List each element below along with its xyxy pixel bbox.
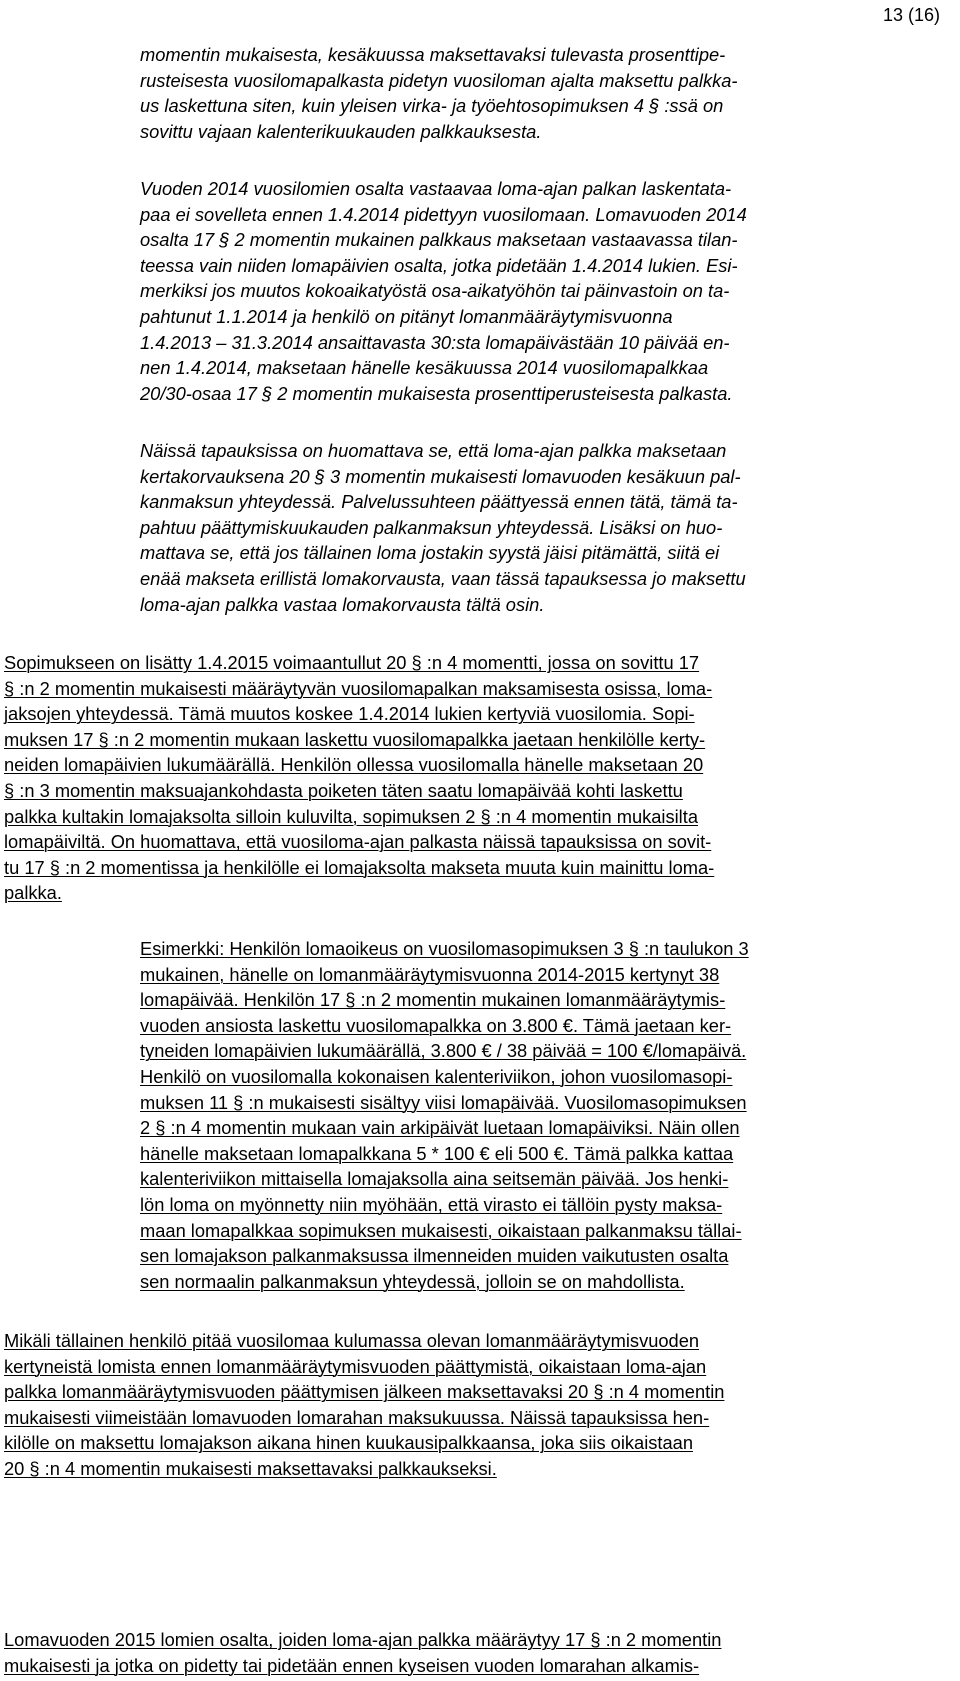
text-line: vuoden ansiosta laskettu vuosilomapalkka on 3.800 €. Tämä jaetaan ker- <box>140 1014 732 1036</box>
text-line: sen normaalin palkanmaksun yhteydessä, jolloin se on mahdollista. <box>140 1270 685 1292</box>
text-line: Esimerkki: Henkilön lomaoikeus on vuosilomasopimuksen 3 § :n taulukon 3 <box>140 938 749 959</box>
text-line: mattava se, että jos tällainen loma jostakin syystä jäisi pitämättä, siitä ei <box>140 542 720 564</box>
text-line: sovittu vajaan kalenterikuukauden palkkauksesta. <box>140 120 542 142</box>
adjustment-paragraph <box>4 1328 934 1482</box>
text-line: rusteisesta vuosilomapalkasta pidetyn vuosiloman ajalta maksettu palkka- <box>140 69 738 91</box>
text-line: kertakorvauksena 20 § 3 momentin mukaisesti lomavuoden kesäkuun pal- <box>140 465 741 487</box>
text-line: loma-ajan palkka vastaa lomakorvausta tältä osin. <box>140 593 545 615</box>
text-line: Sopimukseen on lisätty 1.4.2015 voimaantullut 20 § :n 4 momentti, jossa on sovittu 17 <box>4 652 700 673</box>
text-line: palkka lomanmääräytymisvuoden päättymisen jälkeen maksettavaksi 20 § :n 4 momentin <box>4 1381 725 1403</box>
amendment-paragraph <box>4 650 934 906</box>
example-paragraph <box>140 936 930 1294</box>
text-line: maan lomapalkkaa sopimuksen mukaisesti, oikaistaan palkanmaksu tällai- <box>140 1219 742 1241</box>
text-line: lön loma on myönnetty niin myöhään, että virasto ei tällöin pysty maksa- <box>140 1193 723 1215</box>
text-line: pahtuu päättymiskuukauden palkanmaksun yhteydessä. Lisäksi on huo- <box>140 516 723 538</box>
text-line: mukainen, hänelle on lomanmääräytymisvuonna 2014-2015 kertynyt 38 <box>140 963 720 985</box>
final-paragraph <box>4 1627 934 1678</box>
text-line: kalenteriviikon mittaisella lomajaksolla aina seitsemän päivää. Jos henki- <box>140 1168 729 1190</box>
text-line: 20 § :n 4 momentin mukaisesti maksettavaksi palkkaukseksi. <box>4 1457 497 1479</box>
text-line: lomapäiviltä. On huomattava, että vuosiloma-ajan palkasta näissä tapauksissa on sovit- <box>4 831 712 853</box>
text-line: muksen 11 § :n mukaisesti sisältyy viisi lomapäivää. Vuosilomasopimuksen <box>140 1091 747 1113</box>
text-line: kanmaksun yhteydessä. Palvelussuhteen päättyessä ennen tätä, tämä ta- <box>140 491 738 513</box>
text-line: Vuoden 2014 vuosilomien osalta vastaavaa loma-ajan palkan laskentata- <box>140 178 732 199</box>
text-line: palkka. <box>4 882 62 904</box>
text-line: 20/30-osaa 17 § 2 momentin mukaisesta prosenttiperusteisesta palkasta. <box>140 382 733 404</box>
text-line: us laskettuna siten, kuin yleisen virka- ja työehtosopimuksen 4 § :ssä on <box>140 95 724 117</box>
italic-paragraph-1 <box>140 42 900 144</box>
page-number: 13 (16) <box>882 5 940 25</box>
text-line: mukaisesti ja jotka on pidetty tai pidetään ennen kyseisen vuoden lomarahan alkamis- <box>4 1654 700 1676</box>
text-line: Näissä tapauksissa on huomattava se, että loma-ajan palkka maksetaan <box>140 440 727 461</box>
text-line: jaksojen yhteydessä. Tämä muutos koskee 1.4.2014 lukien kertyviä vuosilomia. Sopi- <box>4 703 695 725</box>
text-line: 1.4.2013 – 31.3.2014 ansaittavasta 30:sta lomapäivästään 10 päivää en- <box>140 331 730 353</box>
italic-paragraph-2 <box>140 176 900 406</box>
text-line: Lomavuoden 2015 lomien osalta, joiden loma-ajan palkka määräytyy 17 § :n 2 momentin <box>4 1629 722 1650</box>
text-line: mukaisesti viimeistään lomavuoden lomarahan maksukuussa. Näissä tapauksissa hen- <box>4 1406 710 1428</box>
text-line: lomapäivää. Henkilön 17 § :n 2 momentin mukainen lomanmääräytymis- <box>140 989 726 1011</box>
text-line: Mikäli tällainen henkilö pitää vuosilomaa kulumassa olevan lomanmääräytymisvuoden <box>4 1330 700 1351</box>
text-line: tu 17 § :n 2 momentissa ja henkilölle ei lomajaksolta makseta muuta kuin mainittu loma- <box>4 856 715 878</box>
text-line: § :n 2 momentin mukaisesti määräytyvän vuosilomapalkan maksamisesta osissa, loma- <box>4 677 713 699</box>
text-line: enää makseta erillistä lomakorvausta, vaan tässä tapauksessa jo maksettu <box>140 567 746 589</box>
text-line: neiden lomapäivien lukumäärällä. Henkilön ollessa vuosilomalla hänelle maksetaan 20 <box>4 754 704 776</box>
text-line: hänelle maksetaan lomapalkkana 5 * 100 € eli 500 €. Tämä palkka kattaa <box>140 1142 734 1164</box>
text-line: teessa vain niiden lomapäivien osalta, jotka pidetään 1.4.2014 lukien. Esi- <box>140 254 738 276</box>
text-line: pahtunut 1.1.2014 ja henkilö on pitänyt lomanmääräytymisvuonna <box>140 305 673 327</box>
text-line: sen lomajakson palkanmaksussa ilmenneiden muiden vaikutusten osalta <box>140 1245 729 1267</box>
text-line: tyneiden lomapäivien lukumäärällä, 3.800 € / 38 päivää = 100 €/lomapäivä. <box>140 1040 747 1062</box>
text-line: nen 1.4.2014, maksetaan hänelle kesäkuussa 2014 vuosilomapalkkaa <box>140 357 709 379</box>
text-line: § :n 3 momentin maksuajankohdasta poiketen täten saatu lomapäivää kohti laskettu <box>4 779 683 801</box>
text-line: 2 § :n 4 momentin mukaan vain arkipäivät luetaan lomapäiviksi. Näin ollen <box>140 1117 740 1139</box>
text-line: muksen 17 § :n 2 momentin mukaan laskettu vuosilomapalkka jaetaan henkilölle kerty- <box>4 728 706 750</box>
text-line: momentin mukaisesta, kesäkuussa maksettavaksi tulevasta prosenttipe- <box>140 44 726 65</box>
text-line: merkiksi jos muutos kokoaikatyöstä osa-aikatyöhön tai päinvastoin on ta- <box>140 280 730 302</box>
text-line: Henkilö on vuosilomalla kokonaisen kalenteriviikon, johon vuosilomasopi- <box>140 1065 733 1087</box>
text-line: paa ei sovelleta ennen 1.4.2014 pidettyyn vuosilomaan. Lomavuoden 2014 <box>140 203 747 225</box>
italic-paragraph-3 <box>140 438 900 617</box>
text-line: kertyneistä lomista ennen lomanmääräytymisvuoden päättymistä, oikaistaan loma-ajan <box>4 1355 707 1377</box>
text-line: osalta 17 § 2 momentin mukainen palkkaus maksetaan vastaavassa tilan- <box>140 229 738 251</box>
text-line: palkka kultakin lomajaksolta silloin kuluvilta, sopimuksen 2 § :n 4 momentin mukaisilta <box>4 805 698 827</box>
text-line: kilölle on maksettu lomajakson aikana hinen kuukausipalkkaansa, joka siis oikaistaan <box>4 1432 693 1454</box>
